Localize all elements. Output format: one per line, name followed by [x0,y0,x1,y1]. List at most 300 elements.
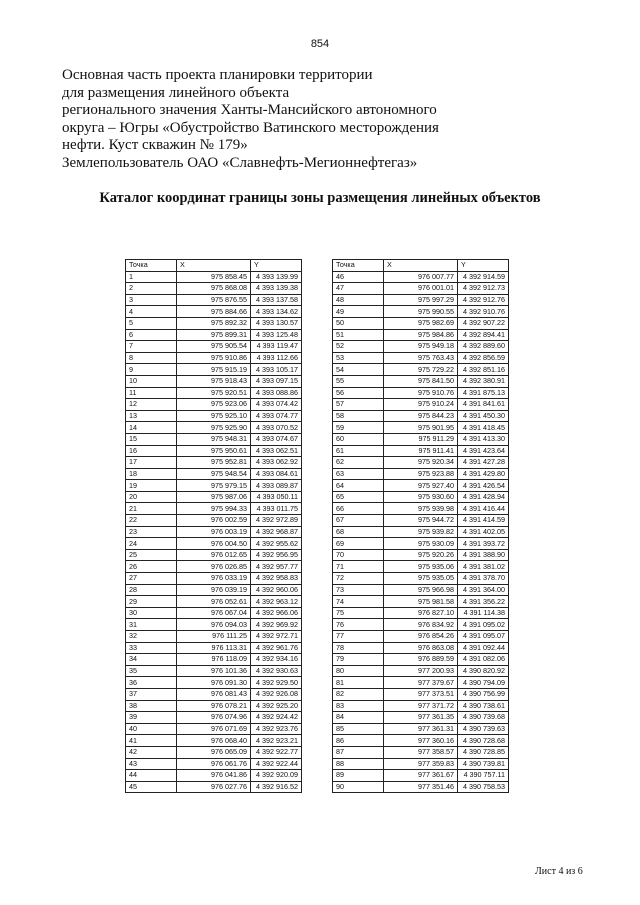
table-row [333,445,509,457]
cell-y: 4 393 112.66 [251,352,302,364]
cell-y: 4 392 925.20 [251,700,302,712]
cell-point: 47 [333,283,384,295]
table-row [126,642,302,654]
cell-y: 4 392 910.76 [458,306,509,318]
cell-x: 976 001.01 [384,283,458,295]
cell-x: 975 930.09 [384,538,458,550]
cell-x: 975 935.05 [384,573,458,585]
table-row [333,352,509,364]
cell-y: 4 391 114.38 [458,607,509,619]
cell-point: 6 [126,329,177,341]
cell-point: 71 [333,561,384,573]
table-row [126,271,302,283]
table-row [333,364,509,376]
header-x: X [384,260,458,272]
cell-point: 41 [126,735,177,747]
cell-x: 975 729.22 [384,364,458,376]
cell-y: 4 392 960.06 [251,584,302,596]
cell-point: 79 [333,654,384,666]
cell-y: 4 392 856.59 [458,352,509,364]
cell-y: 4 392 894.41 [458,329,509,341]
cell-x: 975 858.45 [177,271,251,283]
cell-y: 4 393 011.75 [251,503,302,515]
cell-y: 4 392 958.83 [251,573,302,585]
cell-point: 83 [333,700,384,712]
cell-point: 51 [333,329,384,341]
cell-y: 4 390 756.99 [458,688,509,700]
cell-y: 4 392 956.95 [251,549,302,561]
cell-x: 976 002.59 [177,515,251,527]
cell-y: 4 392 934.16 [251,654,302,666]
table-row [126,526,302,538]
cell-y: 4 393 084.61 [251,468,302,480]
cell-point: 28 [126,584,177,596]
table-row [333,294,509,306]
cell-y: 4 391 402.05 [458,526,509,538]
table-row [333,526,509,538]
table-header-row [126,260,302,272]
cell-y: 4 391 095.02 [458,619,509,631]
cell-x: 977 361.35 [384,712,458,724]
cell-point: 24 [126,538,177,550]
cell-x: 975 910.76 [384,387,458,399]
cell-x: 975 763.43 [384,352,458,364]
cell-point: 70 [333,549,384,561]
cell-point: 52 [333,341,384,353]
cell-x: 975 966.98 [384,584,458,596]
cell-x: 977 373.51 [384,688,458,700]
cell-point: 75 [333,607,384,619]
cell-x: 975 987.06 [177,491,251,503]
cell-x: 975 905.54 [177,341,251,353]
cell-x: 975 948.54 [177,468,251,480]
cell-x: 976 863.08 [384,642,458,654]
cell-x: 975 949.18 [384,341,458,353]
cell-y: 4 391 413.30 [458,433,509,445]
header-line: округа – Югры «Обустройство Ватинского месторождения [62,119,439,136]
cell-y: 4 392 920.09 [251,770,302,782]
cell-point: 17 [126,457,177,469]
table-row [333,538,509,550]
cell-point: 37 [126,688,177,700]
table-row [333,665,509,677]
table-row [333,596,509,608]
table-row [126,654,302,666]
cell-x: 977 359.83 [384,758,458,770]
table-row [333,735,509,747]
cell-x: 977 360.16 [384,735,458,747]
table-row [333,561,509,573]
table-row [126,758,302,770]
cell-y: 4 392 955.62 [251,538,302,550]
table-row [333,619,509,631]
cell-x: 975 911.29 [384,433,458,445]
cell-y: 4 393 089.87 [251,480,302,492]
cell-x: 976 012.65 [177,549,251,561]
cell-x: 977 371.72 [384,700,458,712]
cell-x: 975 925.90 [177,422,251,434]
cell-x: 976 091.30 [177,677,251,689]
cell-y: 4 391 414.59 [458,515,509,527]
cell-point: 36 [126,677,177,689]
table-row [126,712,302,724]
cell-point: 87 [333,746,384,758]
cell-point: 8 [126,352,177,364]
cell-x: 976 854.26 [384,631,458,643]
cell-point: 64 [333,480,384,492]
table-row [333,503,509,515]
cell-y: 4 392 923.21 [251,735,302,747]
table-row [126,781,302,793]
cell-x: 975 899.31 [177,329,251,341]
cell-point: 48 [333,294,384,306]
cell-y: 4 391 427.28 [458,457,509,469]
cell-x: 976 074.96 [177,712,251,724]
cell-y: 4 391 450.30 [458,410,509,422]
table-row [333,723,509,735]
cell-y: 4 393 088.86 [251,387,302,399]
table-row [126,549,302,561]
table-row [126,596,302,608]
cell-x: 975 923.88 [384,468,458,480]
cell-x: 975 910.86 [177,352,251,364]
cell-point: 22 [126,515,177,527]
cell-point: 76 [333,619,384,631]
cell-point: 30 [126,607,177,619]
cell-y: 4 392 922.77 [251,746,302,758]
cell-x: 975 939.98 [384,503,458,515]
table-row [333,631,509,643]
table-row [333,387,509,399]
cell-y: 4 392 957.77 [251,561,302,573]
table-row [333,468,509,480]
cell-y: 4 391 378.70 [458,573,509,585]
cell-point: 23 [126,526,177,538]
header-line: Основная часть проекта планировки территории [62,67,373,83]
cell-y: 4 393 074.42 [251,399,302,411]
cell-point: 25 [126,549,177,561]
cell-y: 4 391 082.06 [458,654,509,666]
table-row [126,433,302,445]
table-row [126,399,302,411]
cell-point: 89 [333,770,384,782]
cell-x: 975 979.15 [177,480,251,492]
cell-x: 976 111.25 [177,631,251,643]
cell-point: 54 [333,364,384,376]
cell-point: 63 [333,468,384,480]
cell-y: 4 390 739.63 [458,723,509,735]
table-row [333,549,509,561]
cell-y: 4 392 966.06 [251,607,302,619]
table-row [126,387,302,399]
cell-point: 88 [333,758,384,770]
table-row [333,457,509,469]
cell-x: 975 982.69 [384,317,458,329]
cell-x: 975 997.29 [384,294,458,306]
cell-x: 975 930.60 [384,491,458,503]
cell-y: 4 393 050.11 [251,491,302,503]
cell-point: 43 [126,758,177,770]
cell-point: 73 [333,584,384,596]
cell-x: 975 925.10 [177,410,251,422]
cell-point: 82 [333,688,384,700]
table-row [333,700,509,712]
cell-point: 3 [126,294,177,306]
cell-point: 46 [333,271,384,283]
table-row [126,294,302,306]
cell-y: 4 390 739.68 [458,712,509,724]
header-line: регионального значения Ханты-Мансийского автономного [62,102,437,119]
cell-x: 976 003.19 [177,526,251,538]
table-row [333,677,509,689]
cell-y: 4 391 388.90 [458,549,509,561]
cell-x: 977 200.93 [384,665,458,677]
header-point: Точка [333,260,384,272]
cell-point: 49 [333,306,384,318]
cell-point: 11 [126,387,177,399]
header-y: Y [458,260,509,272]
cell-point: 34 [126,654,177,666]
cell-y: 4 391 381.02 [458,561,509,573]
cell-point: 31 [126,619,177,631]
cell-x: 976 827.10 [384,607,458,619]
cell-x: 976 033.19 [177,573,251,585]
cell-point: 7 [126,341,177,353]
cell-y: 4 393 125.48 [251,329,302,341]
table-row [126,723,302,735]
cell-point: 78 [333,642,384,654]
cell-point: 19 [126,480,177,492]
cell-point: 77 [333,631,384,643]
table-row [126,561,302,573]
cell-point: 80 [333,665,384,677]
cell-point: 20 [126,491,177,503]
cell-point: 18 [126,468,177,480]
cell-y: 4 390 820.92 [458,665,509,677]
cell-point: 74 [333,596,384,608]
table-row [126,352,302,364]
cell-y: 4 392 380.91 [458,375,509,387]
cell-x: 977 361.67 [384,770,458,782]
header-y: Y [251,260,302,272]
table-row [126,341,302,353]
cell-x: 976 026.85 [177,561,251,573]
cell-x: 975 939.82 [384,526,458,538]
cell-y: 4 391 364.00 [458,584,509,596]
cell-y: 4 391 092.44 [458,642,509,654]
table-row [333,515,509,527]
cell-x: 975 915.19 [177,364,251,376]
table-row [333,712,509,724]
table-row [126,573,302,585]
table-row [126,491,302,503]
cell-y: 4 393 062.92 [251,457,302,469]
table-row [126,631,302,643]
cell-y: 4 393 130.57 [251,317,302,329]
cell-x: 975 944.72 [384,515,458,527]
cell-y: 4 392 889.60 [458,341,509,353]
cell-point: 5 [126,317,177,329]
cell-x: 976 078.21 [177,700,251,712]
cell-x: 975 901.95 [384,422,458,434]
coordinates-table-left [125,259,302,793]
cell-y: 4 392 907.22 [458,317,509,329]
table-row [126,457,302,469]
cell-x: 976 067.04 [177,607,251,619]
table-row [333,607,509,619]
table-row [126,665,302,677]
table-row [126,410,302,422]
cell-point: 2 [126,283,177,295]
cell-x: 975 920.34 [384,457,458,469]
cell-y: 4 392 961.76 [251,642,302,654]
cell-point: 72 [333,573,384,585]
cell-x: 975 844.23 [384,410,458,422]
cell-point: 84 [333,712,384,724]
cell-point: 85 [333,723,384,735]
table-row [333,688,509,700]
cell-y: 4 392 972.71 [251,631,302,643]
cell-x: 976 118.09 [177,654,251,666]
table-row [333,781,509,793]
cell-point: 21 [126,503,177,515]
cell-y: 4 392 929.50 [251,677,302,689]
cell-x: 976 068.40 [177,735,251,747]
cell-y: 4 390 738.61 [458,700,509,712]
cell-x: 975 923.06 [177,399,251,411]
cell-y: 4 393 074.67 [251,433,302,445]
table-row [333,422,509,434]
header-line: Землепользователь ОАО «Славнефть-Мегионнефтегаз» [62,154,418,171]
table-row [333,283,509,295]
cell-y: 4 393 062.51 [251,445,302,457]
cell-x: 976 889.59 [384,654,458,666]
cell-point: 26 [126,561,177,573]
table-row [126,317,302,329]
cell-x: 975 868.08 [177,283,251,295]
cell-x: 975 935.06 [384,561,458,573]
cell-y: 4 392 922.44 [251,758,302,770]
table-row [333,770,509,782]
cell-point: 27 [126,573,177,585]
cell-point: 67 [333,515,384,527]
header-line: нефти. Куст скважин № 179» [62,137,248,154]
cell-point: 33 [126,642,177,654]
cell-x: 976 071.69 [177,723,251,735]
cell-x: 976 081.43 [177,688,251,700]
cell-x: 975 990.55 [384,306,458,318]
cell-x: 975 952.81 [177,457,251,469]
cell-y: 4 390 757.11 [458,770,509,782]
cell-point: 62 [333,457,384,469]
cell-y: 4 393 070.52 [251,422,302,434]
cell-point: 69 [333,538,384,550]
table-row [333,573,509,585]
cell-point: 1 [126,271,177,283]
cell-y: 4 391 428.94 [458,491,509,503]
cell-point: 15 [126,433,177,445]
table-row [126,619,302,631]
cell-point: 9 [126,364,177,376]
cell-point: 90 [333,781,384,793]
cell-x: 975 918.43 [177,375,251,387]
cell-x: 975 884.66 [177,306,251,318]
table-row [333,433,509,445]
cell-y: 4 393 097.15 [251,375,302,387]
cell-point: 59 [333,422,384,434]
cell-x: 976 004.50 [177,538,251,550]
catalog-title: Каталог координат границы зоны размещения линейных объектов [99,190,541,206]
table-row [333,329,509,341]
cell-point: 66 [333,503,384,515]
cell-point: 44 [126,770,177,782]
cell-point: 4 [126,306,177,318]
header-x: X [177,260,251,272]
cell-point: 65 [333,491,384,503]
cell-point: 86 [333,735,384,747]
cell-point: 35 [126,665,177,677]
cell-point: 55 [333,375,384,387]
cell-y: 4 391 356.22 [458,596,509,608]
cell-x: 976 113.31 [177,642,251,654]
cell-point: 68 [333,526,384,538]
table-row [126,306,302,318]
cell-y: 4 392 972.89 [251,515,302,527]
cell-x: 975 892.32 [177,317,251,329]
cell-point: 32 [126,631,177,643]
cell-x: 975 927.40 [384,480,458,492]
cell-x: 975 920.51 [177,387,251,399]
table-row [126,515,302,527]
table-row [126,607,302,619]
cell-point: 16 [126,445,177,457]
table-row [126,480,302,492]
cell-x: 975 994.33 [177,503,251,515]
cell-point: 40 [126,723,177,735]
cell-x: 975 948.31 [177,433,251,445]
cell-y: 4 391 423.64 [458,445,509,457]
table-row [333,746,509,758]
cell-y: 4 390 758.53 [458,781,509,793]
cell-y: 4 391 429.80 [458,468,509,480]
cell-x: 976 834.92 [384,619,458,631]
cell-y: 4 391 875.13 [458,387,509,399]
cell-x: 977 379.67 [384,677,458,689]
cell-y: 4 392 851.16 [458,364,509,376]
table-row [333,410,509,422]
cell-point: 29 [126,596,177,608]
cell-x: 976 052.61 [177,596,251,608]
cell-x: 975 984.86 [384,329,458,341]
table-row [126,283,302,295]
cell-x: 975 910.24 [384,399,458,411]
cell-point: 14 [126,422,177,434]
cell-x: 976 094.03 [177,619,251,631]
cell-point: 57 [333,399,384,411]
cell-point: 45 [126,781,177,793]
table-row [333,584,509,596]
cell-y: 4 391 095.07 [458,631,509,643]
cell-y: 4 392 924.42 [251,712,302,724]
cell-y: 4 392 926.08 [251,688,302,700]
cell-y: 4 392 963.12 [251,596,302,608]
cell-x: 975 981.58 [384,596,458,608]
table-row [333,399,509,411]
table-row [126,677,302,689]
cell-y: 4 393 137.58 [251,294,302,306]
cell-y: 4 393 139.38 [251,283,302,295]
cell-x: 975 876.55 [177,294,251,306]
